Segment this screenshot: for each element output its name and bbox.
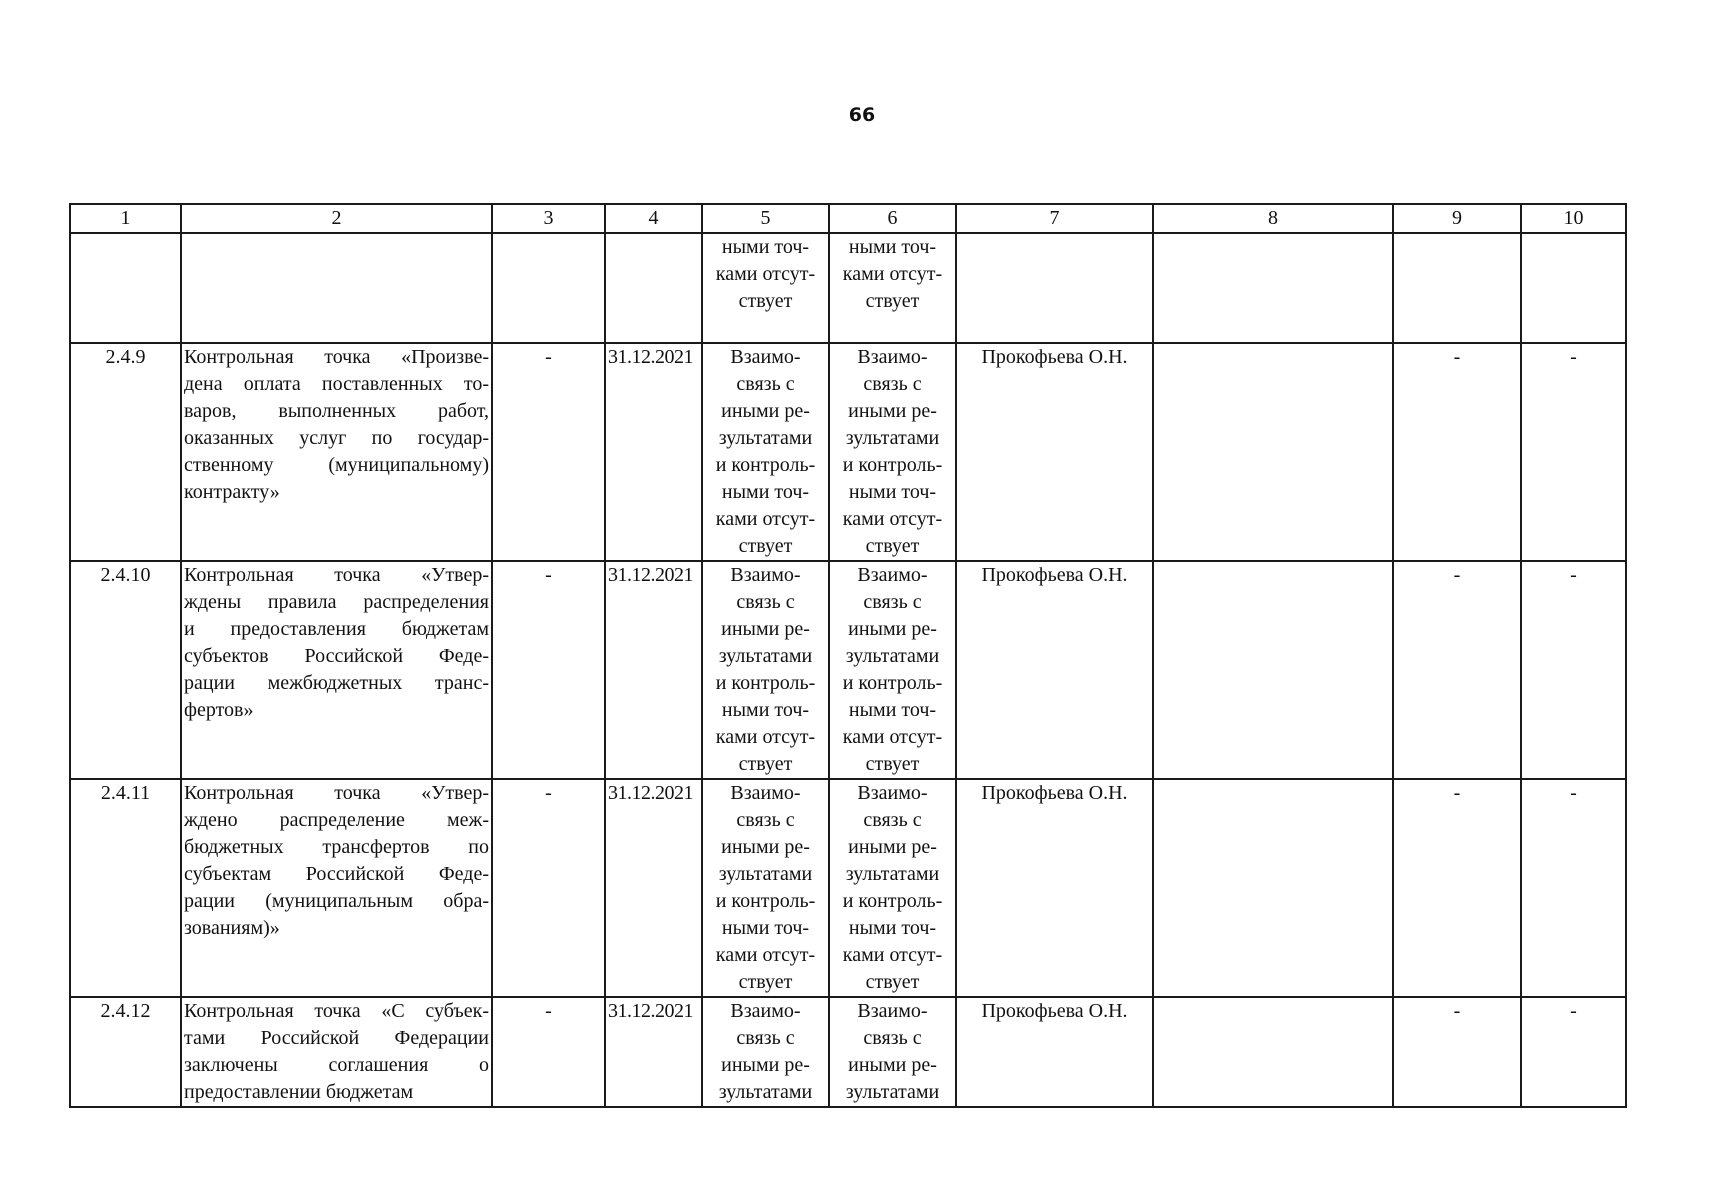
cell-line: ками отсут- (842, 726, 943, 748)
cell-line: Контрольная точка «Утвер- (184, 782, 489, 804)
continuation-row (70, 233, 1626, 343)
cell-line: ствует (738, 971, 793, 993)
table-cell (70, 233, 181, 343)
control-point-name (181, 561, 492, 779)
cell-line: субъектам Российской Феде- (184, 863, 489, 885)
cell-line: иными ре- (721, 836, 810, 858)
cell-line: зультатами (845, 1081, 940, 1103)
cell-line: иными ре- (848, 618, 937, 640)
cell-line: тами Российской Федерации (184, 1027, 489, 1049)
header-cell: 4 (605, 204, 702, 233)
cell-line: Взаимо- (857, 346, 928, 368)
cell-line: ками отсут- (715, 726, 816, 748)
cell-line: Взаимо- (857, 1000, 928, 1022)
cell-line: ными точ- (848, 917, 937, 939)
cell-line: Взаимо- (730, 1000, 801, 1022)
cell-line: Взаимо- (857, 782, 928, 804)
dash-cell: - (1393, 561, 1521, 779)
relation-cell (829, 997, 956, 1107)
cell-line: дена оплата поставленных то- (184, 373, 489, 395)
cell-line: иными ре- (848, 1054, 937, 1076)
table-row (70, 343, 1626, 561)
header-cell: 6 (829, 204, 956, 233)
header-cell: 8 (1153, 204, 1393, 233)
cell-line: и предоставления бюджетам (184, 618, 489, 640)
cell-line: фертов» (184, 699, 254, 721)
cell-line: ными точ- (721, 481, 810, 503)
cell-line: ками отсут- (842, 263, 943, 285)
dash-cell: - (492, 997, 605, 1107)
relation-cell (829, 233, 956, 343)
cell-line: ствует (865, 535, 920, 557)
cell-line: ками отсут- (715, 263, 816, 285)
cell-line: зультатами (718, 427, 813, 449)
relation-cell (829, 343, 956, 561)
relation-cell (702, 997, 829, 1107)
dash-cell: - (1521, 779, 1626, 997)
cell-line: связь с (863, 373, 922, 395)
cell-line: и контроль- (842, 454, 943, 476)
row-number: 2.4.9 (70, 343, 181, 561)
cell-line: ными точ- (721, 699, 810, 721)
cell-line: ными точ- (848, 236, 937, 258)
cell-line: Взаимо- (857, 564, 928, 586)
dash-cell: - (1393, 779, 1521, 997)
relation-cell (702, 561, 829, 779)
header-cell: 3 (492, 204, 605, 233)
cell-line: рации (муниципальным обра- (184, 890, 489, 912)
header-cell: 2 (181, 204, 492, 233)
cell-line: ствует (738, 535, 793, 557)
cell-line: связь с (863, 809, 922, 831)
cell-line: ными точ- (848, 699, 937, 721)
empty-cell (1153, 779, 1393, 997)
control-point-name (181, 343, 492, 561)
cell-line: связь с (736, 373, 795, 395)
cell-line: ждены правила распределения (184, 591, 489, 613)
table-cell (1393, 233, 1521, 343)
cell-line: ными точ- (848, 481, 937, 503)
dash-cell: - (1521, 343, 1626, 561)
table-cell (605, 233, 702, 343)
cell-line: зультатами (718, 863, 813, 885)
cell-line: оказанных услуг по государ- (184, 427, 489, 449)
cell-line: бюджетных трансфертов по (184, 836, 489, 858)
cell-line: иными ре- (721, 1054, 810, 1076)
cell-line: иными ре- (848, 836, 937, 858)
cell-line: зованиям)» (184, 917, 280, 939)
relation-cell (702, 343, 829, 561)
header-cell: 7 (956, 204, 1153, 233)
cell-line: рации межбюджетных транс- (184, 672, 489, 694)
dash-cell: - (1521, 997, 1626, 1107)
table-cell (956, 233, 1153, 343)
cell-line: связь с (736, 1027, 795, 1049)
cell-line: связь с (863, 1027, 922, 1049)
control-points-table (69, 203, 1627, 1108)
cell-line: заключены соглашения о (184, 1054, 489, 1076)
responsible-cell: Прокофьева О.Н. (956, 343, 1153, 561)
cell-line: иными ре- (721, 618, 810, 640)
row-number: 2.4.12 (70, 997, 181, 1107)
cell-line: ными точ- (721, 236, 810, 258)
cell-line: Взаимо- (730, 346, 801, 368)
control-point-name (181, 779, 492, 997)
date-cell: 31.12.2021 (605, 343, 702, 561)
cell-line: предоставлении бюджетам (184, 1081, 414, 1103)
header-cell: 9 (1393, 204, 1521, 233)
cell-line: ками отсут- (715, 944, 816, 966)
cell-line: ками отсут- (842, 508, 943, 530)
responsible-cell: Прокофьева О.Н. (956, 561, 1153, 779)
dash-cell: - (1393, 997, 1521, 1107)
cell-line: ственному (муниципальному) (184, 454, 489, 476)
row-number: 2.4.10 (70, 561, 181, 779)
cell-line: и контроль- (842, 672, 943, 694)
table-cell (492, 233, 605, 343)
cell-line: варов, выполненных работ, (184, 400, 489, 422)
relation-cell (829, 561, 956, 779)
cell-line: ками отсут- (715, 508, 816, 530)
cell-line: ками отсут- (842, 944, 943, 966)
empty-cell (1153, 561, 1393, 779)
dash-cell: - (492, 779, 605, 997)
cell-line: иными ре- (721, 400, 810, 422)
responsible-cell: Прокофьева О.Н. (956, 997, 1153, 1107)
table-row (70, 997, 1626, 1107)
cell-line: связь с (863, 591, 922, 613)
cell-line: связь с (736, 591, 795, 613)
cell-line: зультатами (845, 427, 940, 449)
cell-line: связь с (736, 809, 795, 831)
cell-line: зультатами (845, 863, 940, 885)
cell-line: ствует (738, 753, 793, 775)
table-row (70, 779, 1626, 997)
cell-line: зультатами (845, 645, 940, 667)
responsible-cell: Прокофьева О.Н. (956, 779, 1153, 997)
header-cell: 5 (702, 204, 829, 233)
cell-line: и контроль- (715, 890, 816, 912)
cell-line: и контроль- (715, 454, 816, 476)
cell-line: зультатами (718, 1081, 813, 1103)
relation-cell (702, 233, 829, 343)
cell-line: ствует (865, 290, 920, 312)
date-cell: 31.12.2021 (605, 779, 702, 997)
dash-cell: - (492, 343, 605, 561)
table-cell (1153, 233, 1393, 343)
empty-cell (1153, 997, 1393, 1107)
cell-line: зультатами (718, 645, 813, 667)
control-point-name (181, 997, 492, 1107)
cell-line: субъектов Российской Феде- (184, 645, 489, 667)
row-number: 2.4.11 (70, 779, 181, 997)
cell-line: Взаимо- (730, 564, 801, 586)
cell-line: ствует (865, 753, 920, 775)
dash-cell: - (1393, 343, 1521, 561)
date-cell: 31.12.2021 (605, 561, 702, 779)
cell-line: ными точ- (721, 917, 810, 939)
table-header-row (70, 204, 1626, 233)
header-cell: 1 (70, 204, 181, 233)
page-number: 66 (848, 104, 876, 126)
table-cell (181, 233, 492, 343)
cell-line: ствует (865, 971, 920, 993)
cell-line: Контрольная точка «С субъек- (184, 1000, 489, 1022)
dash-cell: - (1521, 561, 1626, 779)
cell-line: ждено распределение меж- (184, 809, 489, 831)
header-cell: 10 (1521, 204, 1626, 233)
empty-cell (1153, 343, 1393, 561)
cell-line: иными ре- (848, 400, 937, 422)
date-cell: 31.12.2021 (605, 997, 702, 1107)
table-row (70, 561, 1626, 779)
table-cell (1521, 233, 1626, 343)
cell-line: и контроль- (715, 672, 816, 694)
relation-cell (829, 779, 956, 997)
cell-line: Контрольная точка «Утвер- (184, 564, 489, 586)
cell-line: Взаимо- (730, 782, 801, 804)
cell-line: и контроль- (842, 890, 943, 912)
dash-cell: - (492, 561, 605, 779)
cell-line: ствует (738, 290, 793, 312)
cell-line: Контрольная точка «Произве- (184, 346, 489, 368)
relation-cell (702, 779, 829, 997)
cell-line: контракту» (184, 481, 280, 503)
